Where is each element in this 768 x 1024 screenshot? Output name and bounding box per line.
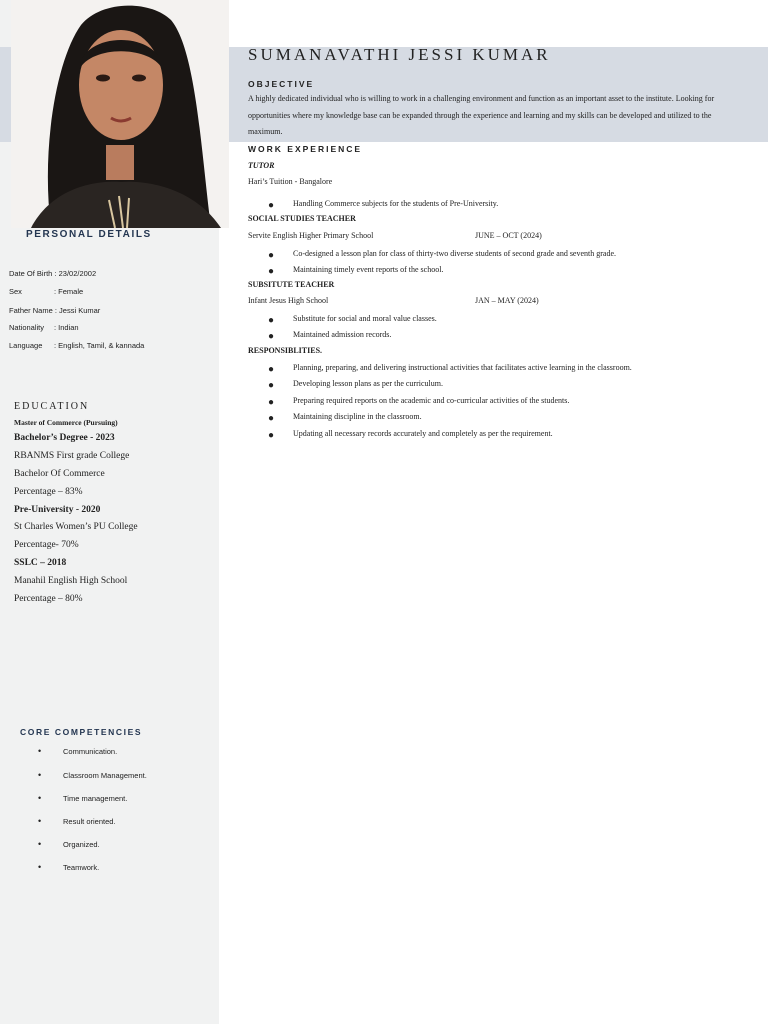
pd-row-language bbox=[9, 341, 144, 350]
bullet-icon: • bbox=[38, 862, 42, 872]
pd-label: Nationality bbox=[9, 323, 53, 332]
competencies-heading: CORE COMPETENCIES bbox=[20, 727, 143, 737]
responsibility-text: Planning, preparing, and delivering instructional activities that facilitates active learning in the classroom. bbox=[293, 363, 632, 372]
bullet-icon: ● bbox=[268, 250, 275, 261]
job-title-tutor: TUTOR bbox=[248, 161, 275, 170]
pd-value: 23/02/2002 bbox=[58, 269, 97, 278]
profile-photo bbox=[11, 0, 229, 228]
job-bullet bbox=[268, 313, 437, 324]
bullet-icon: ● bbox=[268, 266, 275, 277]
personal-details-heading: PERSONAL DETAILS bbox=[26, 229, 152, 240]
job-title-substitute: SUBSITUTE TEACHER bbox=[248, 280, 335, 289]
education-line: Bachelor’s Degree - 2023 bbox=[14, 433, 115, 443]
responsibility-bullet bbox=[268, 411, 422, 422]
bullet-icon: ● bbox=[268, 430, 275, 441]
responsibility-bullet bbox=[268, 378, 443, 389]
education-line: RBANMS First grade College bbox=[14, 451, 130, 461]
bullet-icon: ● bbox=[268, 397, 275, 408]
competency-label: Time management. bbox=[63, 794, 128, 803]
education-line: Pre-University - 2020 bbox=[14, 505, 101, 515]
competency-item bbox=[38, 839, 100, 849]
job-place-substitute: Infant Jesus High School bbox=[248, 296, 329, 305]
job-title-social: SOCIAL STUDIES TEACHER bbox=[248, 214, 356, 223]
pd-row-nationality bbox=[9, 323, 79, 332]
objective-text: A highly dedicated individual who is willing to work in a challenging environment and function as an important asset to the institute. Looking for opportunities where my knowledge base can be expanded through the experience and learning and my skills can be developed and utilized to the maximum. bbox=[248, 94, 715, 136]
pd-row-sex bbox=[9, 287, 83, 296]
job-place-tutor: Hari’s Tuition - Bangalore bbox=[248, 177, 333, 186]
responsibility-bullet bbox=[268, 428, 553, 439]
competency-item bbox=[38, 770, 147, 780]
bullet-icon: ● bbox=[268, 331, 275, 342]
objective-heading: OBJECTIVE bbox=[248, 79, 315, 89]
education-line: Master of Commerce (Pursuing) bbox=[14, 418, 118, 427]
education-line: Percentage- 70% bbox=[14, 540, 79, 550]
bullet-icon: ● bbox=[268, 380, 275, 391]
job-bullet bbox=[268, 198, 498, 209]
responsibility-text: Preparing required reports on the academic and co-curricular activities of the students. bbox=[293, 396, 570, 405]
job-date-social: JUNE – OCT (2024) bbox=[475, 231, 542, 240]
job-bullet-text: Substitute for social and moral value classes. bbox=[293, 314, 437, 323]
pd-value: : Female bbox=[54, 287, 84, 296]
pd-value: Jessi Kumar bbox=[59, 306, 101, 315]
competency-label: Classroom Management. bbox=[63, 771, 147, 780]
education-line: Manahil English High School bbox=[14, 576, 128, 586]
competency-item bbox=[38, 746, 117, 756]
competency-label: Teamwork. bbox=[63, 863, 100, 872]
pd-value: : English, Tamil, & kannada bbox=[54, 341, 145, 350]
pd-label: Sex bbox=[9, 287, 52, 296]
bullet-icon: • bbox=[38, 839, 42, 849]
education-line: St Charles Women’s PU College bbox=[14, 522, 138, 532]
bullet-icon: • bbox=[38, 793, 42, 803]
competency-label: Result oriented. bbox=[63, 817, 116, 826]
responsibility-bullet bbox=[268, 395, 569, 406]
responsibility-text: Developing lesson plans as per the curriculum. bbox=[293, 379, 443, 388]
bullet-icon: • bbox=[38, 770, 42, 780]
bullet-icon: • bbox=[38, 746, 42, 756]
pd-label: Date Of Birth : bbox=[9, 269, 59, 278]
responsibility-text: Updating all necessary records accurately and completely as per the requirement. bbox=[293, 429, 553, 438]
pd-label: Language bbox=[9, 341, 57, 350]
bullet-icon: • bbox=[38, 816, 42, 826]
pd-row-father bbox=[9, 306, 100, 315]
competency-label: Organized. bbox=[63, 840, 100, 849]
competency-label: Communication. bbox=[63, 747, 118, 756]
job-bullet bbox=[268, 248, 616, 259]
bullet-icon: ● bbox=[268, 200, 275, 211]
job-bullet bbox=[268, 329, 391, 340]
competency-item bbox=[38, 862, 99, 872]
job-date-substitute: JAN – MAY (2024) bbox=[475, 296, 539, 305]
pd-label: Father Name : bbox=[9, 306, 60, 315]
education-heading: EDUCATION bbox=[14, 401, 90, 412]
job-bullet-text: Handling Commerce subjects for the students of Pre-University. bbox=[293, 199, 499, 208]
education-line: SSLC – 2018 bbox=[14, 558, 67, 568]
education-line: Percentage – 83% bbox=[14, 487, 83, 497]
education-line: Percentage – 80% bbox=[14, 594, 83, 604]
bullet-icon: ● bbox=[268, 315, 275, 326]
bullet-icon: ● bbox=[268, 413, 275, 424]
job-place-social: Servite English Higher Primary School bbox=[248, 231, 374, 240]
responsibilities-heading: RESPONSIBLITIES. bbox=[248, 346, 323, 355]
job-bullet-text: Co-designed a lesson plan for class of thirty-two diverse students of second grade and seventh grade. bbox=[293, 249, 617, 258]
competency-item bbox=[38, 793, 127, 803]
work-experience-heading: WORK EXPERIENCE bbox=[248, 144, 363, 154]
pd-row-dob bbox=[9, 269, 96, 278]
education-line: Bachelor Of Commerce bbox=[14, 469, 105, 479]
pd-value: : Indian bbox=[54, 323, 79, 332]
job-bullet-text: Maintained admission records. bbox=[293, 330, 392, 339]
job-bullet bbox=[268, 264, 443, 275]
competency-item bbox=[38, 816, 116, 826]
job-bullet-text: Maintaining timely event reports of the school. bbox=[293, 265, 444, 274]
bullet-icon: ● bbox=[268, 364, 275, 375]
responsibility-bullet bbox=[268, 362, 632, 373]
responsibility-text: Maintaining discipline in the classroom. bbox=[293, 412, 422, 421]
candidate-name: SUMANAVATHI JESSI KUMAR bbox=[248, 45, 551, 64]
